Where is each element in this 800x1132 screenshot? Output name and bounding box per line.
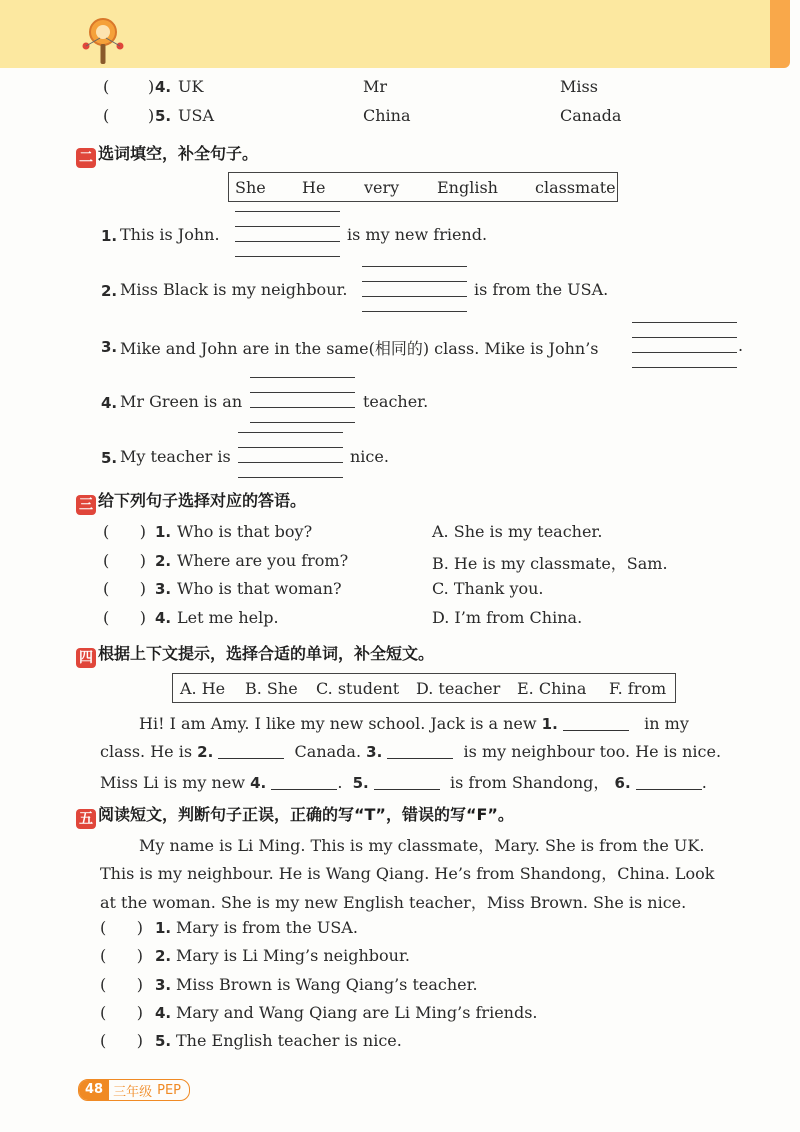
question-text: Where are you from? <box>177 551 349 570</box>
cloze-text: Hi! I am Amy. I like my new school. Jack is a new <box>139 714 537 733</box>
section-5-badge: 五 <box>76 809 96 829</box>
sentence-text: is my new friend. <box>347 225 488 244</box>
section-3-badge: 三 <box>76 495 96 515</box>
section-5-heading <box>76 802 514 829</box>
item-number: 1. <box>155 919 172 937</box>
option-item: A. He <box>180 679 226 698</box>
cloze-blank[interactable] <box>218 744 284 759</box>
answer-paren[interactable]: ( ) <box>100 1031 143 1050</box>
option-a: USA <box>178 106 214 125</box>
answer-paren[interactable]: ( ) <box>100 975 143 994</box>
page-number: 48 <box>79 1080 109 1100</box>
passage-line: at the woman. She is my new English teacher，Miss Brown. She is nice. <box>100 893 687 912</box>
cloze-blank[interactable] <box>271 775 337 790</box>
cloze-blank[interactable] <box>387 744 453 759</box>
answer-paren-open: ( <box>103 77 110 96</box>
cloze-blank[interactable] <box>374 775 440 790</box>
grade-label: 三年级 <box>113 1084 153 1100</box>
item-number: 1. <box>101 227 118 245</box>
answer-option: A. She is my teacher. <box>432 522 603 541</box>
footer-page-tag <box>78 1079 190 1101</box>
option-item: E. China <box>517 679 587 698</box>
item-number: 2. <box>101 282 118 300</box>
word-bank-item: very <box>364 178 400 197</box>
answer-paren[interactable]: ( ) <box>103 551 146 570</box>
cloze-text: in my <box>644 714 689 733</box>
item-number: 2. <box>155 947 172 965</box>
sentence-text: is from the USA. <box>474 280 609 299</box>
item-number: 3. <box>155 580 172 598</box>
item-number: 1. <box>155 523 172 541</box>
blank-number: 4. <box>250 774 267 792</box>
passage-line: My name is Li Ming. This is my classmate，Mary. She is from the UK. <box>139 836 705 855</box>
cloze-text: Miss Li is my new <box>100 773 246 792</box>
answer-paren[interactable]: ( ) <box>100 1003 143 1022</box>
item-number: 4. <box>155 1004 172 1022</box>
answer-option: B. He is my classmate，Sam. <box>432 554 668 573</box>
cloze-text: Canada. <box>294 742 362 761</box>
word-bank-item: She <box>235 178 266 197</box>
answer-paren[interactable]: ( ) <box>103 608 146 627</box>
answer-option: C. Thank you. <box>432 579 544 598</box>
cloze-line-2 <box>100 742 721 761</box>
blank-number: 5. <box>352 774 369 792</box>
item-number: 5. <box>101 449 118 467</box>
sentence-text: . <box>738 336 744 355</box>
word-bank-item: classmate <box>535 178 616 197</box>
section-2-heading <box>76 141 258 168</box>
cloze-blank[interactable] <box>563 716 629 731</box>
racket-icon <box>78 14 128 70</box>
answer-paren-open: ( <box>103 106 110 125</box>
answer-paren[interactable]: ( ) <box>103 522 146 541</box>
question-text: Who is that boy? <box>177 522 313 541</box>
option-item: F. from <box>609 679 667 698</box>
cloze-text: . <box>701 773 707 792</box>
option-item: D. teacher <box>416 679 501 698</box>
sentence-text: My teacher is <box>120 447 231 466</box>
section-2-badge: 二 <box>76 148 96 168</box>
passage-line: This is my neighbour. He is Wang Qiang. He’s from Shandong，China. Look <box>100 864 715 883</box>
sentence-text: Mike and John are in the same(相同的) class. Mike is John’s <box>120 339 599 358</box>
section-3-title: 给下列句子选择对应的答语。 <box>98 491 307 510</box>
item-number: 4. <box>155 78 172 96</box>
statement-text: The English teacher is nice. <box>176 1031 402 1050</box>
answer-paren-close: ) <box>148 77 155 96</box>
item-number: 5. <box>155 107 172 125</box>
blank-number: 6. <box>614 774 631 792</box>
word-bank <box>228 172 618 202</box>
section-4-heading <box>76 641 434 668</box>
answer-paren-close: ) <box>148 106 155 125</box>
item-number: 2. <box>155 552 172 570</box>
item-number: 4. <box>101 394 118 412</box>
item-number: 3. <box>155 976 172 994</box>
cloze-line-3 <box>100 770 707 793</box>
cloze-line-1 <box>139 714 689 733</box>
edition-label: PEP <box>157 1082 182 1098</box>
answer-paren[interactable]: ( ) <box>103 579 146 598</box>
cloze-blank[interactable] <box>636 775 702 790</box>
word-bank-item: English <box>437 178 498 197</box>
statement-text: Mary is Li Ming’s neighbour. <box>176 946 410 965</box>
blank-number: 3. <box>366 743 383 761</box>
statement-text: Mary and Wang Qiang are Li Ming’s friends. <box>176 1003 538 1022</box>
option-a: UK <box>178 77 204 96</box>
statement-text: Miss Brown is Wang Qiang’s teacher. <box>176 975 478 994</box>
cloze-text: is from Shandong， <box>450 773 610 792</box>
option-bank <box>172 673 676 703</box>
sentence-text: This is John. <box>120 225 220 244</box>
blank-number: 2. <box>197 743 214 761</box>
word-bank-item: He <box>302 178 326 197</box>
sentence-text: teacher. <box>363 392 429 411</box>
sentence-text: Miss Black is my neighbour. <box>120 280 348 299</box>
option-b: China <box>363 106 411 125</box>
option-item: B. She <box>245 679 298 698</box>
section-4-title: 根据上下文提示，选择合适的单词，补全短文。 <box>98 644 435 663</box>
sentence-text: Mr Green is an <box>120 392 243 411</box>
section-4-badge: 四 <box>76 648 96 668</box>
blank-number: 1. <box>541 715 558 733</box>
section-2-title: 选词填空，补全句子。 <box>98 144 259 163</box>
statement-text: Mary is from the USA. <box>176 918 358 937</box>
option-c: Miss <box>560 77 598 96</box>
answer-option: D. I’m from China. <box>432 608 583 627</box>
cloze-text: is my neighbour too. He is nice. <box>463 742 722 761</box>
question-text: Let me help. <box>177 608 279 627</box>
option-item: C. student <box>316 679 400 698</box>
item-number: 4. <box>155 609 172 627</box>
section-3-heading <box>76 488 306 515</box>
item-number: 3. <box>101 338 118 356</box>
section-5-title: 阅读短文，判断句子正误，正确的写“T”，错误的写“F”。 <box>98 805 514 824</box>
question-text: Who is that woman? <box>177 579 342 598</box>
option-c: Canada <box>560 106 622 125</box>
answer-paren[interactable]: ( ) <box>100 946 143 965</box>
cloze-text: . <box>337 773 343 792</box>
item-number: 5. <box>155 1032 172 1050</box>
sentence-text: nice. <box>350 447 389 466</box>
cloze-text: class. He is <box>100 742 193 761</box>
option-b: Mr <box>363 77 388 96</box>
header-tab <box>770 0 790 68</box>
answer-paren[interactable]: ( ) <box>100 918 143 937</box>
